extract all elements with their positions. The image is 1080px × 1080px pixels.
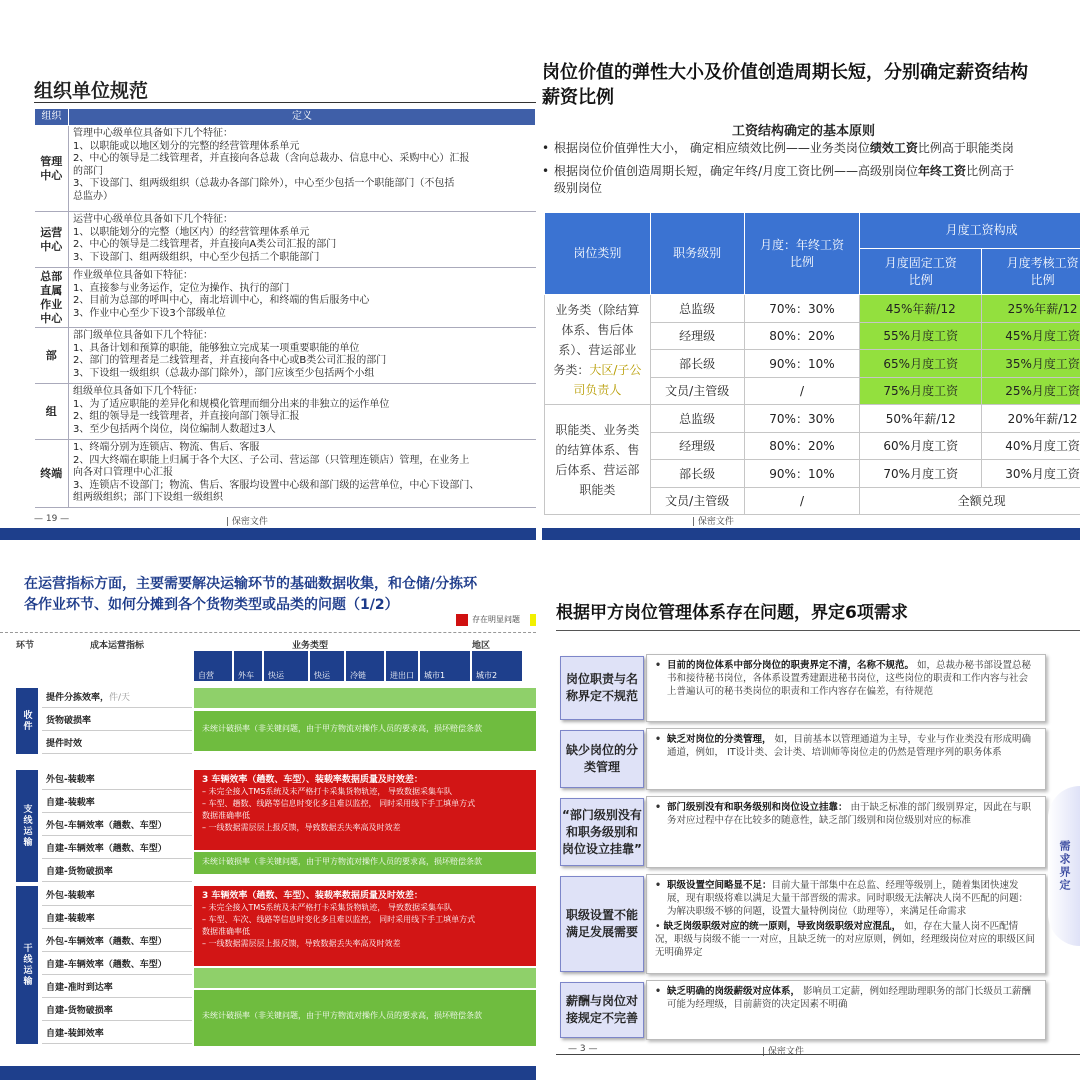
org-unit-table	[34, 108, 536, 508]
metric-label: 自建-装卸效率	[46, 1029, 104, 1039]
confidential-label: | 保密文件	[762, 1047, 804, 1057]
level-cell: 文员/主管级	[650, 377, 744, 405]
column-label: 快运	[314, 671, 330, 680]
detail-text: 影响员工定薪，例如经理助理职务的部门长级员工薪酬可能为经理级，目前薪资的决定因素不明确	[667, 986, 1032, 1010]
salary-structure-slide	[542, 0, 1080, 540]
metric-row	[42, 839, 192, 859]
category-text: 终端	[40, 466, 63, 480]
fixed-ratio-cell: 70%月度工资	[860, 460, 982, 488]
slide-footer	[0, 512, 536, 540]
definition-line: 管理中心级单位具备如下几个特征：	[73, 128, 233, 139]
requirement-detail	[646, 796, 1046, 868]
assess-ratio-cell: 45%月度工资	[982, 322, 1080, 350]
definition-cell	[69, 268, 536, 328]
metric-row	[42, 932, 192, 952]
definition-cell	[69, 212, 536, 268]
bullet-mark: •	[655, 802, 662, 813]
requirement-label: 岗位职责与名称界定不规范	[560, 656, 644, 720]
title-line: 在运营指标方面，主要需要解决运输环节的基础数据收集，和仓储/分拣环	[24, 576, 478, 592]
column-label: 自营	[198, 671, 214, 680]
definition-line: 2、目前为总部的呼叫中心，南北培训中心，和终端的售后服务中心	[73, 295, 370, 306]
detail-lead: 缺乏明确的岗级薪级对应体系，	[667, 986, 801, 997]
metric-row	[42, 978, 192, 998]
definition-cell	[69, 126, 536, 212]
header-definition: 定义	[69, 109, 536, 126]
definition-line: 的部门	[73, 165, 103, 177]
title-line: 各作业环节、如何分摊到各个货物类型或品类的问题（1/2）	[24, 597, 399, 613]
org-category-cell	[35, 328, 69, 384]
full-payout-cell: 全额兑现	[860, 487, 1080, 515]
metric-label: 自建-装载率	[46, 798, 95, 808]
confidential-label: | 保密文件	[226, 517, 268, 527]
header-monthly: 月度工资构成	[860, 213, 1080, 249]
issue-line: – 未完全接入TMS系统及未严格打卡采集货物轨迹， 导致数据采集车队	[202, 787, 452, 796]
page-number: — 3 —	[568, 1044, 598, 1054]
footer-bar	[0, 528, 536, 540]
table-row	[545, 295, 1080, 323]
requirement-detail	[646, 654, 1046, 722]
detail-lead: 缺乏对岗位的分类管理，	[667, 734, 772, 745]
issue-line: 数据准确率低	[202, 927, 250, 936]
definition-cell	[69, 328, 536, 384]
table-row	[35, 328, 536, 384]
fixed-ratio-cell: 50%年薪/12	[860, 405, 982, 433]
empty-band	[194, 968, 536, 988]
requirement-scope-tab: 需求界定	[1048, 786, 1080, 946]
salary-table	[544, 212, 1080, 515]
definition-line: 3、下设组一级组织（总裁办部门除外），部门应该至少包括两个小组	[73, 367, 375, 379]
org-category-cell	[35, 384, 69, 440]
metric-label: 外包-装载率	[46, 775, 95, 785]
level-cell: 经理级	[650, 432, 744, 460]
category-label: 职能类、业务类的结算体系、售后体系、营运部职能类	[555, 422, 640, 497]
ratio-cell: /	[744, 487, 860, 515]
metric-row	[42, 734, 192, 754]
detail-lead: 缺乏岗级职级对应的统一原则，导致岗级职级对应混乱，	[663, 921, 902, 932]
header-category: 岗位类别	[545, 213, 651, 295]
definition-line: 2、部门的管理者是二线管理者，并直接向各中心或B类公司汇报的部门	[73, 355, 387, 366]
definition-line: 3、下设部门、组两级组织（总裁办各部门除外），中心至少包括一个职能部门（不包括	[73, 178, 455, 189]
legend-label: 存在明显问题	[472, 615, 520, 624]
definition-line: 总监办）	[73, 190, 113, 202]
header-ratio: 月度：年终工资比例	[744, 213, 860, 295]
ratio-cell: 90%：10%	[744, 350, 860, 378]
table-row	[35, 268, 536, 328]
ratio-cell: 80%：20%	[744, 432, 860, 460]
assess-ratio-cell: 30%月度工资	[982, 460, 1080, 488]
definition-line: 3、下设部门、组两级组织，中心至少包括二个职能部门	[73, 251, 320, 263]
detail-text: 如，目前基本以管理通道为主导，专业与作业类没有形成明确通道，例如， IT设计类、会计类、培训师等岗位走的仍然是管理序列的职务体系	[667, 734, 1032, 758]
requirement-detail	[646, 980, 1046, 1040]
definition-line: 部门级单位具备如下几个特征：	[73, 330, 213, 341]
definition-line: 2、中心的领导是二线管理者，并直接向A类公司汇报的部门	[73, 239, 337, 250]
bullet-item: • 根据岗位价值弹性大小， 确定相应绩效比例——业务类岗位绩效工资比例高于职能类岗	[542, 140, 1080, 157]
header-biz-type: 业务类型	[292, 641, 329, 651]
table-row	[35, 212, 536, 268]
metric-row	[42, 1024, 192, 1044]
header-link: 环节	[16, 641, 35, 651]
metric-row	[42, 1001, 192, 1021]
definition-line: 1、具备计划和预算的职能，能够独立完成某一项重要职能的单位	[73, 342, 360, 354]
table-row	[35, 440, 536, 508]
bullet-mark: •	[655, 660, 662, 671]
category-text: 运营	[40, 225, 63, 239]
unit-hint: 件/天	[109, 693, 131, 703]
category-text: 直属	[40, 283, 63, 297]
confidential-label: | 保密文件	[692, 517, 734, 527]
title-divider	[34, 102, 536, 103]
title-divider	[556, 630, 1080, 631]
category-text: 总部	[40, 269, 63, 283]
definition-line: 1、为了适应职能的差异化和规模化管理而细分出来的非独立的运作单位	[73, 398, 390, 410]
detail-lead: 职级设置空间略显不足：	[667, 880, 772, 891]
requirement-label: 缺少岗位的分类管理	[560, 730, 644, 788]
key-issue-box	[194, 886, 536, 966]
metric-row	[42, 793, 192, 813]
header-assess: 月度考核工资比例	[982, 249, 1080, 295]
footer-line	[556, 1054, 1080, 1055]
header-metric: 成本运营指标	[90, 641, 145, 651]
category-text: 管理	[40, 154, 63, 168]
fixed-ratio-cell: 75%月度工资	[860, 377, 982, 405]
metric-row	[42, 955, 192, 975]
non-key-issue-band: 未统计破损率（非关键问题，由于甲方物流对操作人员的要求高，损坏赔偿条款	[194, 711, 536, 751]
org-category-cell	[35, 126, 69, 212]
definition-line: 向各对口管理中心汇报	[73, 467, 173, 478]
footer-bar	[542, 528, 1080, 540]
assess-ratio-cell: 35%月度工资	[982, 350, 1080, 378]
metric-row	[42, 886, 192, 906]
ratio-cell: 70%：30%	[744, 405, 860, 433]
detail-text: 由于缺乏标准的部门级别界定，因此在与职务对应过程中存在比较多的随意性，缺乏部门级别和岗位级别对应的标准	[667, 802, 1032, 826]
org-category-cell	[35, 268, 69, 328]
org-unit-spec-slide	[0, 0, 536, 540]
group-label: 干线运输	[16, 886, 38, 1044]
metric-label: 外包-装载率	[46, 891, 95, 901]
slide-title: 根据甲方岗位管理体系存在问题，界定6项需求	[556, 603, 908, 623]
metric-row	[42, 711, 192, 731]
fixed-ratio-cell: 45%年薪/12	[860, 295, 982, 323]
slide-title	[24, 574, 477, 616]
level-cell: 经理级	[650, 322, 744, 350]
group-label: 支线运输	[16, 770, 38, 882]
definition-line: 组两级组织；部门下设组一级组织	[73, 492, 223, 503]
column-label: 快运	[268, 671, 284, 680]
definition-line: 3、连锁店不设部门；物流、售后、客服均设置中心级和部门级的运营单位，中心下设部门、	[73, 479, 480, 491]
assess-ratio-cell: 20%年薪/12	[982, 405, 1080, 433]
definition-cell	[69, 384, 536, 440]
requirements-slide	[542, 546, 1080, 1080]
title-line: 岗位价值的弹性大小及价值创造周期长短，分别确定薪资结构	[542, 62, 1028, 83]
header-org: 组织	[35, 109, 69, 126]
assess-ratio-cell: 25%年薪/12	[982, 295, 1080, 323]
metric-label: 提件时效	[46, 739, 83, 749]
metric-label: 自建-货物破损率	[46, 1006, 113, 1016]
requirement-label: 薪酬与岗位对接规定不完善	[560, 982, 644, 1038]
category-text: 中心	[40, 311, 63, 325]
requirement-detail: • 职级设置空间略显不足：目前大量干部集中在总监、经理等级别上，随着集团快速发展，现有职级将难以满足大量干部晋级的需求。同时职级无法解决人岗不匹配的问题：为解决职级不够的问题，设置大量特例岗位（助理等），来满足任命需求 • 缺乏岗级职级对应的统一原则，导致岗级职级对应混乱， 如，存在大量人岗不匹配情况，职级与岗级不能一一对应，且缺乏统一的对应原则，例如，经理级岗位对应的职级区间无明确界定	[646, 874, 1046, 974]
column-label: 城市1	[424, 671, 446, 680]
metric-row	[42, 862, 192, 882]
issue-title: 3 车辆效率（趟数、车型）、装载率数据质量及时效差：	[202, 775, 423, 785]
column-label: 进出口	[390, 671, 414, 680]
definition-line: 作业级单位具备如下特征：	[73, 270, 193, 281]
slide-footer	[542, 1044, 1080, 1080]
issue-line: – 未完全接入TMS系统及未严格打卡采集货物轨迹， 导致数据采集车队	[202, 903, 452, 912]
definition-line: 组级单位具备如下几个特征：	[73, 386, 203, 397]
title-line: 薪资比例	[542, 87, 614, 108]
category-text: 中心	[40, 239, 63, 253]
header-fixed: 月度固定工资比例	[860, 249, 982, 295]
level-cell: 部长级	[650, 350, 744, 378]
non-key-issue-band: 未统计破损率（非关键问题，由于甲方物流对操作人员的要求高，损坏赔偿条款	[194, 990, 536, 1046]
definition-line: 3、至少包括两个岗位，岗位编制人数超过3人	[73, 423, 276, 435]
category-cell	[545, 405, 651, 515]
definition-cell	[69, 440, 536, 508]
definition-line: 2、四大终端在职能上归属于各个大区、子公司、营运部（只管理连锁店）管理，在业务上	[73, 454, 470, 466]
bullet-item: • 根据岗位价值创造周期长短，确定年终/月度工资比例——高级别岗位年终工资比例高于 级别岗位	[542, 163, 1080, 197]
legend-yellow-swatch	[530, 614, 536, 626]
category-label: 业务类（除结算体系、售后体系）、营运部业务类：	[553, 302, 640, 377]
metric-label: 货物破损率	[46, 716, 92, 726]
column-label: 冷链	[350, 671, 366, 680]
fixed-ratio-cell: 55%月度工资	[860, 322, 982, 350]
metric-label: 自建-车辆效率（趟数、车型）	[46, 960, 167, 970]
level-cell: 总监级	[650, 405, 744, 433]
slide-footer	[542, 512, 1080, 540]
requirement-label: “部门级别没有和职务级别和岗位设立挂靠”	[560, 798, 644, 866]
table-row	[35, 126, 536, 212]
detail-text: 如，存在大量人岗不匹配情况，职级与岗级不能一一对应，且缺乏统一的对应原则，例如，经理级岗位对应的职级区间无明确界定	[655, 921, 1036, 958]
metric-label: 自建-准时到达率	[46, 983, 113, 993]
table-row	[545, 405, 1080, 433]
footer-bar	[0, 1066, 536, 1080]
key-issue-box	[194, 770, 536, 850]
bullet-mark: •	[655, 986, 662, 997]
definition-line: 1、终端分别为连锁店、物流、售后、客服	[73, 442, 260, 453]
issue-line: 数据准确率低	[202, 811, 250, 820]
legend-red-swatch	[456, 614, 468, 626]
issue-line: – 一线数据需层层上报反馈，导致数据丢失率高及时效差	[202, 939, 401, 948]
issue-line: – 车型、车次、线路等信息时变化多且难以监控， 同时采用线下手工填单方式	[202, 915, 476, 924]
assess-ratio-cell: 25%月度工资	[982, 377, 1080, 405]
category-text: 组	[45, 404, 57, 418]
org-category-cell	[35, 440, 69, 508]
definition-line: 1、直接参与业务运作，定位为操作、执行的部门	[73, 282, 290, 294]
category-text: 部	[45, 348, 57, 362]
metric-label: 外包-车辆效率（趟数、车型）	[46, 937, 167, 947]
ratio-cell: 70%：30%	[744, 295, 860, 323]
metric-row	[42, 909, 192, 929]
level-cell: 总监级	[650, 295, 744, 323]
metric-label: 自建-车辆效率（趟数、车型）	[46, 844, 167, 854]
metric-row	[42, 688, 192, 708]
ratio-cell: 90%：10%	[744, 460, 860, 488]
group-label: 收件	[16, 688, 38, 754]
bullet-mark: •	[655, 880, 662, 891]
ratio-cell: /	[744, 377, 860, 405]
metric-label: 自建-货物破损率	[46, 867, 113, 877]
definition-line: 2、中心的领导是二线管理者，并直接向各总裁（含向总裁办、信息中心、采购中心）汇报	[73, 153, 470, 164]
org-category-cell	[35, 212, 69, 268]
definition-line: 运营中心级单位具备如下几个特征：	[73, 214, 233, 225]
principle-bullets	[542, 140, 1080, 203]
fixed-ratio-cell: 60%月度工资	[860, 432, 982, 460]
metric-label: 提件分拣效率，	[46, 693, 110, 703]
issue-title: 3 车辆效率（趟数、车型）、装载率数据质量及时效差：	[202, 891, 423, 901]
metric-label: 外包-车辆效率（趟数、车型）	[46, 821, 167, 831]
fixed-ratio-cell: 65%月度工资	[860, 350, 982, 378]
category-cell	[545, 295, 651, 405]
category-text: 作业	[40, 297, 63, 311]
detail-text: 目前大量干部集中在总监、经理等级别上，随着集团快速发展，现有职级将难以满足大量干部晋级的需求。同时职级无法解决人岗不匹配的问题：为解决职级不够的问题，设置大量特例岗位（助理等），来满足任命需求	[667, 880, 1029, 917]
category-highlight: 大区/子公司负责人	[573, 362, 642, 397]
metric-label: 自建-装载率	[46, 914, 95, 924]
bullet-mark: •	[655, 734, 662, 745]
header-region: 地区	[472, 641, 491, 651]
category-text: 中心	[40, 168, 63, 182]
header-level: 职务级别	[650, 213, 744, 295]
issue-line: – 一线数据需层层上报反馈，导致数据丢失率高及时效差	[202, 823, 401, 832]
issue-line: – 车型、趟数、线路等信息时变化多且难以监控， 同时采用线下手工填单方式	[202, 799, 476, 808]
ops-metrics-slide	[0, 546, 536, 1080]
table-row	[35, 384, 536, 440]
level-cell: 部长级	[650, 460, 744, 488]
page-number: — 19 —	[34, 514, 70, 524]
slide-title	[542, 60, 1080, 110]
requirement-label: 职级设置不能满足发展需要	[560, 876, 644, 972]
detail-text: 如，总裁办秘书部设置总秘书和接待秘书岗位，各体系设置秀建跟进秘书岗位，这些岗位的职责和工作内容与社会上普遍认可的秘书类岗位的职责和工作内容存在偏差，有待规范	[667, 660, 1032, 697]
ratio-cell: 80%：20%	[744, 322, 860, 350]
detail-lead: 目前的岗位体系中部分岗位的职责界定不清，名称不规范。	[667, 660, 915, 671]
non-key-issue-band: 未统计破损率（非关键问题，由于甲方物流对操作人员的要求高，损坏赔偿条款	[194, 852, 536, 874]
level-cell: 文员/主管级	[650, 487, 744, 515]
definition-line: 1、以职能划分的完整（地区内）的经营管理体系单元	[73, 226, 310, 238]
requirement-detail	[646, 728, 1046, 790]
assess-ratio-cell: 40%月度工资	[982, 432, 1080, 460]
detail-lead: 部门级别没有和职务级别和岗位设立挂靠：	[667, 802, 848, 813]
definition-line: 2、组的领导是一线管理者，并直接向部门领导汇报	[73, 411, 300, 422]
definition-line: 1、以职能或以地区划分的完整的经营管理体系单元	[73, 140, 300, 152]
principle-title: 工资结构确定的基本原则	[732, 124, 876, 139]
column-label: 外车	[238, 671, 254, 680]
slide-title: 组织单位规范	[34, 80, 149, 102]
definition-line: 3、作业中心至少下设3个部级单位	[73, 307, 226, 319]
column-label: 城市2	[476, 671, 498, 680]
empty-band	[194, 688, 536, 708]
metric-row	[42, 770, 192, 790]
metric-row	[42, 816, 192, 836]
header-divider	[0, 632, 536, 633]
